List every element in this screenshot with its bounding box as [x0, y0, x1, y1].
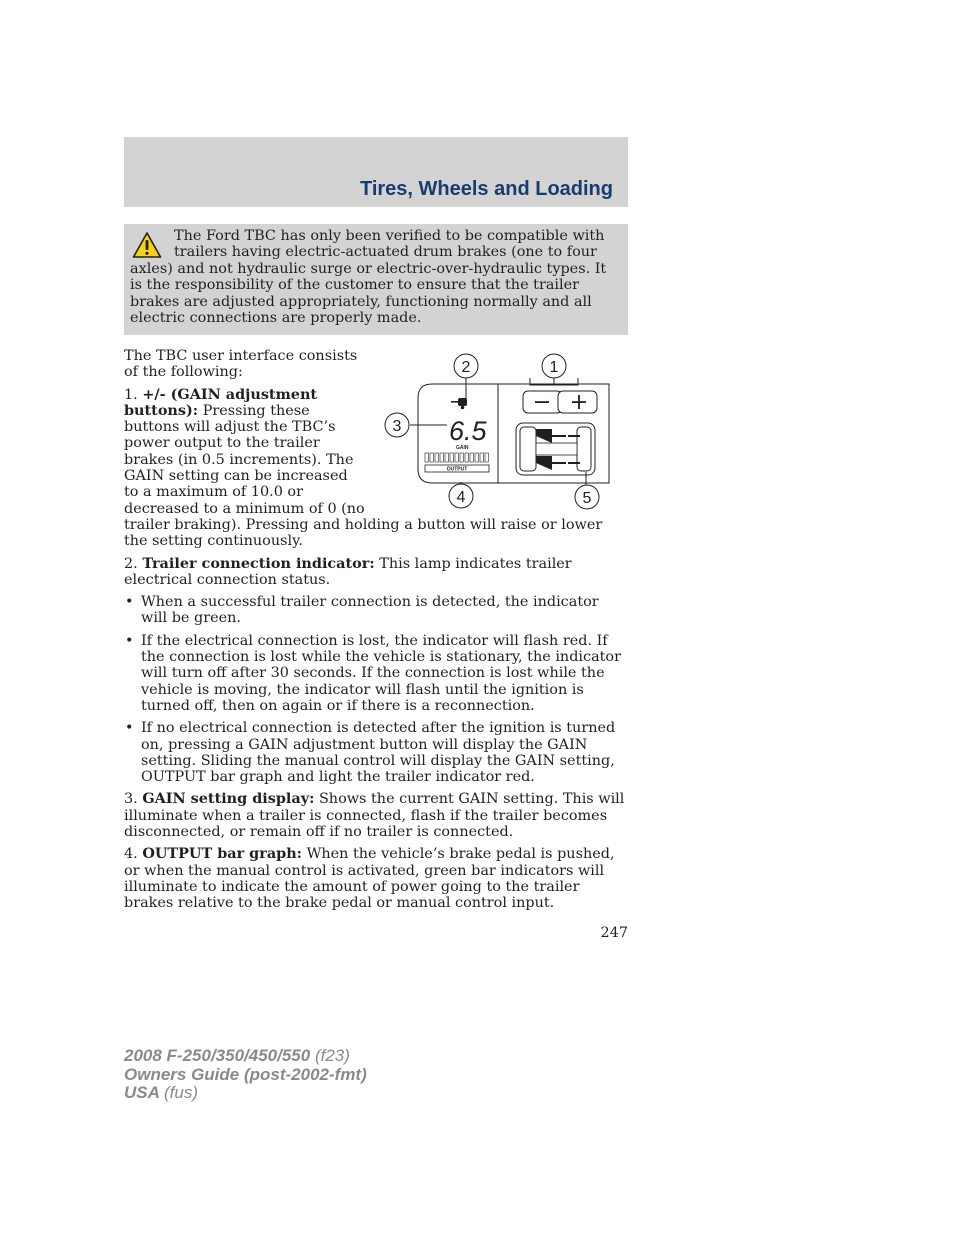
svg-text:2: 2	[461, 359, 471, 376]
warning-box	[124, 224, 628, 335]
item-gain-display	[124, 791, 628, 840]
svg-text:3: 3	[392, 418, 402, 435]
item-term: Trailer connection indicator:	[142, 554, 375, 572]
callout-1	[542, 354, 566, 378]
item-term: OUTPUT bar graph:	[142, 845, 302, 863]
footer-line-3	[124, 1084, 367, 1103]
footer-region: USA	[124, 1083, 160, 1102]
footer-model: 2008 F-250/350/450/550	[124, 1046, 311, 1065]
output-label: OUTPUT	[446, 466, 468, 473]
callout-2	[454, 354, 478, 378]
document-footer	[124, 1047, 367, 1103]
item-text: This lamp indicates trailer electrical connection status.	[124, 555, 572, 588]
bullet-item: • When a successful trailer connection is detected, the indicator will be green.	[124, 594, 628, 627]
item-number: 3.	[124, 791, 138, 808]
svg-text:5: 5	[582, 490, 592, 507]
section-title: Tires, Wheels and Loading	[359, 178, 613, 200]
callout-3	[385, 413, 409, 437]
warning-text: The Ford TBC has only been verified to be compatible with trailers having electric-actuated drum brakes (one to four axles) and not hydraulic surge or electric-over-hydraulic types. It is the responsibility of the customer to ensure that the trailer brakes are adjusted appropriately, functioning normally and all electric connections are properly made.	[130, 228, 607, 327]
page-number: 247	[600, 925, 628, 941]
footer-line-2: Owners Guide (post-2002-fmt)	[124, 1064, 367, 1084]
indicator-bullet-list	[124, 594, 628, 785]
item-trailer-indicator	[124, 556, 628, 589]
manual-control-slider	[516, 423, 595, 475]
footer-model-code: (f23)	[314, 1046, 350, 1065]
item-text: When the vehicle’s brake pedal is pushed, or when the manual control is activated, green bar indicators will illuminate to indicate the amount of power going to the trailer brakes relative to the brake pedal or manual control input.	[124, 846, 615, 912]
gain-plus-button	[558, 391, 597, 413]
intro-paragraph: The TBC user interface consists of the following:	[124, 348, 358, 381]
item-term: +/- (GAIN adjustment buttons):	[124, 385, 318, 419]
item-number: 4.	[124, 846, 138, 863]
footer-region-code: (fus)	[164, 1083, 198, 1102]
tbc-interface-diagram	[374, 348, 628, 513]
gain-minus-button	[523, 391, 562, 413]
item-text: Pressing these buttons will adjust the TBC’s power output to the trailer brakes (in 0.5 increments). The GAIN setting can be increased to a maximum of 10.0 or decreased to a minimum of 0 (no trailer braking). Pressing and holding a button will raise or lower the setting continuously.	[124, 402, 603, 550]
bullet-item: • If the electrical connection is lost, the indicator will flash red. If the connection is lost while the vehicle is stationary, the indicator will turn off after 30 seconds. If the connection is lost while the vehicle is moving, the indicator will flash until the ignition is turned off, then on again or if there is a reconnection.	[124, 633, 628, 714]
item-term: GAIN setting display:	[142, 790, 315, 808]
bullet-item: • If no electrical connection is detected after the ignition is turned on, pressing a GAIN adjustment button will display the GAIN setting. Sliding the manual control will display the GAIN setting, OUTPUT bar graph and light the trailer indicator red.	[124, 720, 628, 785]
gain-label: GAIN	[456, 445, 469, 451]
item-output-bar-graph	[124, 846, 628, 911]
gain-setting-display: 6.5	[449, 416, 487, 446]
item-text: Shows the current GAIN setting. This will illuminate when a trailer is connected, flash if the trailer becomes disconnected, or remain off if no trailer is connected.	[124, 791, 625, 841]
svg-text:1: 1	[549, 359, 559, 376]
section-header-band	[124, 137, 628, 207]
footer-line-1	[124, 1047, 367, 1066]
main-content	[124, 348, 628, 918]
callout-4	[449, 484, 473, 508]
svg-text:4: 4	[456, 489, 466, 506]
item-number: 2.	[124, 555, 138, 572]
callout-5	[575, 485, 599, 509]
item-number: 1.	[124, 386, 138, 403]
